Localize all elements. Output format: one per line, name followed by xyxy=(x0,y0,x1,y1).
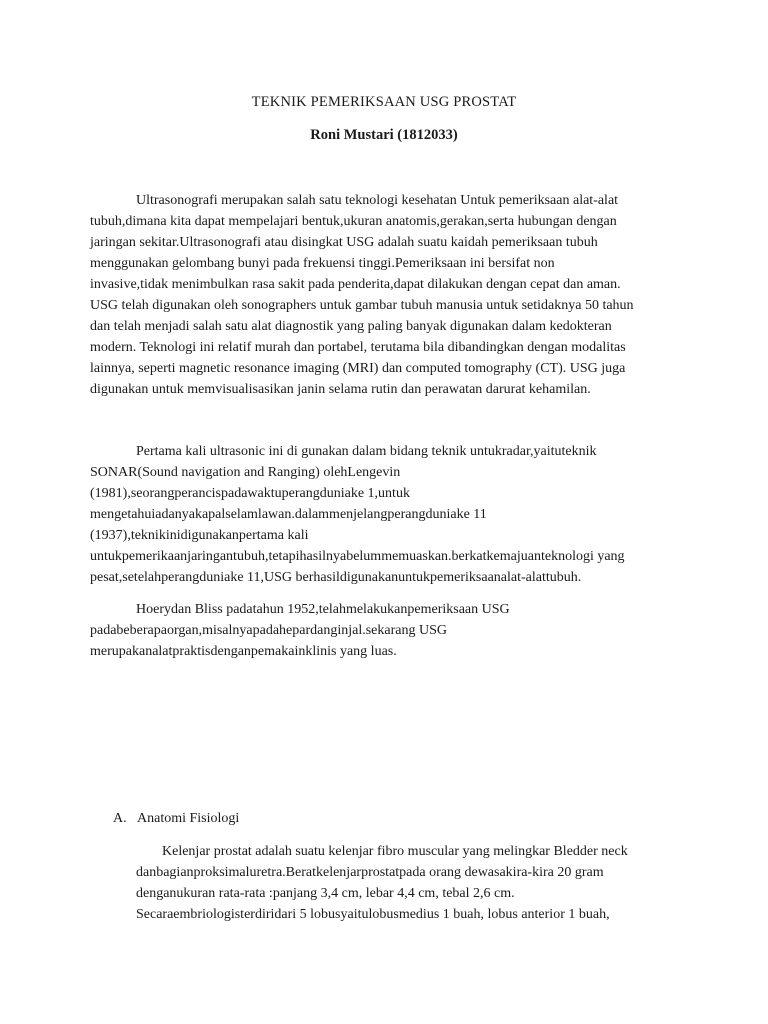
paragraph-ultrasonografi xyxy=(90,190,690,400)
document-title: TEKNIK PEMERIKSAAN USG PROSTAT xyxy=(251,94,517,110)
paragraph-line: merupakanalatpraktisdenganpemakainklinis yang luas. xyxy=(90,644,397,659)
paragraph-line: tubuh,dimana kita dapat mempelajari bentuk,ukuran anatomis,gerakan,serta hubungan dengan xyxy=(90,214,617,229)
section-heading xyxy=(113,808,239,829)
paragraph-line: modern. Teknologi ini relatif murah dan portabel, terutama bila dibandingkan dengan modalitas xyxy=(90,340,626,355)
paragraph-line: (1937),teknikinidigunakanpertama kali xyxy=(90,528,309,543)
paragraph-line: dan telah menjadi salah satu alat diagnostik yang paling banyak digunakan dalam kedokteran xyxy=(90,319,612,334)
paragraph-line: padabeberapaorgan,misalnyapadahepardanginjal.sekarang USG xyxy=(90,623,447,638)
paragraph-hoerydan xyxy=(90,599,690,662)
paragraph-line: Secaraembriologisterdiridari 5 lobusyaitulobusmedius 1 buah, lobus anterior 1 buah, xyxy=(136,907,610,922)
paragraph-line: danbagianproksimaluretra.Beratkelenjarprostatpada orang dewasakira-kira 20 gram xyxy=(136,865,604,880)
paragraph-line: untukpemerikaanjaringantubuh,tetapihasilnyabelummemuaskan.berkatkemajuanteknologi yang xyxy=(90,549,625,564)
paragraph-line: Pertama kali ultrasonic ini di gunakan dalam bidang teknik untukradar,yaituteknik xyxy=(136,444,597,459)
section-title: Anatomi Fisiologi xyxy=(137,811,240,826)
paragraph-line: mengetahuiadanyakapalselamlawan.dalammenjelangperangduniake 11 xyxy=(90,507,487,522)
paragraph-line: invasive,tidak menimbulkan rasa sakit pada penderita,dapat dilakukan dengan cepat dan aman. xyxy=(90,277,621,292)
paragraph-line: Hoerydan Bliss padatahun 1952,telahmelakukanpemeriksaan USG xyxy=(136,602,510,617)
paragraph-line: digunakan untuk memvisualisasikan janin selama rutin dan perawatan darurat kehamilan. xyxy=(90,382,591,397)
paragraph-line: lainnya, seperti magnetic resonance imaging (MRI) dan computed tomography (CT). USG juga xyxy=(90,361,626,376)
paragraph-line: (1981),seorangperancispadawaktuperangduniake 1,untuk xyxy=(90,486,410,501)
section-marker: A. xyxy=(113,811,127,826)
paragraph-line: USG telah digunakan oleh sonographers untuk gambar tubuh manusia untuk setidaknya 50 tahun xyxy=(90,298,634,313)
paragraph-line: menggunakan gelombang bunyi pada frekuensi tinggi.Pemeriksaan ini bersifat non xyxy=(90,256,555,271)
paragraph-line: pesat,setelahperangduniake 11,USG berhasildigunakanuntukpemeriksaanalat-alattubuh. xyxy=(90,570,582,585)
paragraph-anatomi xyxy=(136,841,676,925)
paragraph-line: denganukuran rata-rata :panjang 3,4 cm, lebar 4,4 cm, tebal 2,6 cm. xyxy=(136,886,515,901)
document-author: Roni Mustari (1812033) xyxy=(310,127,458,143)
paragraph-line: SONAR(Sound navigation and Ranging) olehLengevin xyxy=(90,465,401,480)
paragraph-line: Ultrasonografi merupakan salah satu teknologi kesehatan Untuk pemeriksaan alat-alat xyxy=(136,193,619,208)
paragraph-sejarah xyxy=(90,441,690,588)
paragraph-line: jaringan sekitar.Ultrasonografi atau disingkat USG adalah suatu kaidah pemeriksaan tubuh xyxy=(90,235,598,250)
paragraph-line: Kelenjar prostat adalah suatu kelenjar fibro muscular yang melingkar Bledder neck xyxy=(162,844,628,859)
